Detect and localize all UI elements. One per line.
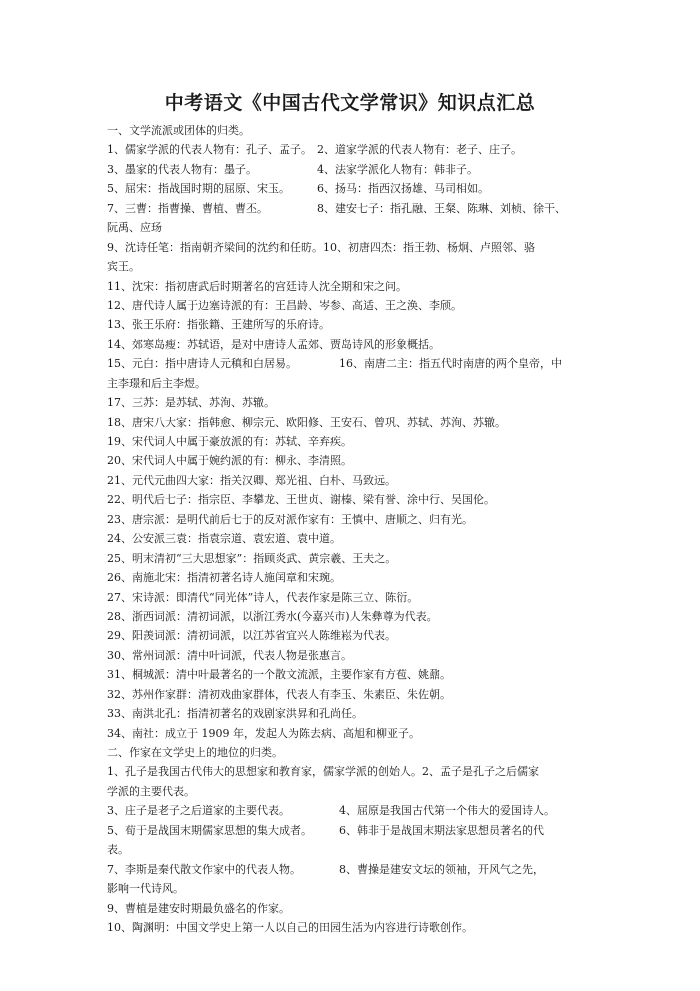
line-text: 表。 xyxy=(107,843,129,857)
text-line xyxy=(107,432,607,451)
line-text: 29、阳羡词派：清初词派，以江苏省宜兴人陈维崧为代表。 xyxy=(107,629,396,643)
text-line xyxy=(107,743,607,762)
text-line xyxy=(107,393,607,412)
text-line xyxy=(107,724,607,743)
line-text: 18、唐宋八大家：指韩愈、柳宗元、欧阳修、王安石、曾巩、苏轼、苏洵、苏辙。 xyxy=(107,415,506,429)
text-line xyxy=(107,646,607,665)
line-text: 7、三曹：指曹操、曹植、曹丕。 xyxy=(107,201,268,215)
text-line xyxy=(107,179,607,198)
text-line xyxy=(107,840,607,859)
line-text: 34、南社：成立于 1909 年，发起人为陈去病、高旭和柳亚子。 xyxy=(107,726,420,740)
text-line xyxy=(107,490,607,509)
line-text: 1、儒家学派的代表人物有：孔子、孟子。 xyxy=(107,143,312,157)
text-line xyxy=(107,296,607,315)
line-text: 22、明代后七子：指宗臣、李攀龙、王世贞、谢榛、梁有誉、涂中行、吴国伦。 xyxy=(107,493,495,507)
text-line xyxy=(107,821,607,840)
text-line xyxy=(107,451,607,470)
line-text-right: 8、曹操是建安文坛的领袖，开风气之先， xyxy=(339,862,544,876)
text-line xyxy=(107,918,607,937)
line-text: 33、南洪北孔：指清初著名的戏剧家洪昇和孔尚任。 xyxy=(107,707,363,721)
line-text: 28、浙西词派：清初词派，以浙江秀水(今嘉兴市)人朱彝尊为代表。 xyxy=(107,609,438,623)
text-line xyxy=(107,801,607,820)
text-line xyxy=(107,879,607,898)
line-text: 19、宋代词人中属于豪放派的有：苏轼、辛弃疾。 xyxy=(107,435,352,448)
line-text: 15、元白：指中唐诗人元稹和白居易。 xyxy=(107,357,297,371)
text-line xyxy=(107,140,607,159)
line-text: 27、宋诗派：即清代“同光体”诗人，代表作家是陈三立、陈衍。 xyxy=(107,590,419,604)
text-line xyxy=(107,762,607,781)
text-line xyxy=(107,665,607,684)
line-text: 20、宋代词人中属于婉约派的有：柳永、李清照。 xyxy=(107,454,352,468)
line-text: 1、孔子是我国古代伟大的思想家和教育家，儒家学派的创始人。2、孟子是孔子之后儒家 xyxy=(107,765,539,779)
line-text: 9、曹植是建安时期最负盛名的作家。 xyxy=(107,901,290,915)
line-text: 12、唐代诗人属于边塞诗派的有：王昌龄、岑参、高适、王之涣、李颀。 xyxy=(107,298,462,312)
text-line xyxy=(107,238,607,257)
line-text: 3、墨家的代表人物有：墨子。 xyxy=(107,162,257,176)
text-line xyxy=(107,121,607,140)
text-line xyxy=(107,335,607,354)
text-line xyxy=(107,549,607,568)
line-text-right: 2、道家学派的代表人物有：老子、庄子。 xyxy=(317,143,522,157)
line-text-right: 6、扬马：指西汉扬雄、马司相如。 xyxy=(317,182,489,196)
line-text-right: 4、法家学派化人物有：韩非子。 xyxy=(317,162,478,176)
line-text-right: 8、建安七子：指孔融、王粲、陈琳、刘桢、徐干、 xyxy=(317,201,566,215)
text-line xyxy=(107,899,607,918)
line-text: 23、唐宗派：是明代前后七于的反对派作家有：王慎中、唐顺之、归有光。 xyxy=(107,512,473,526)
text-line xyxy=(107,626,607,645)
text-line xyxy=(107,199,607,218)
line-text: 13、张王乐府：指张籍、王建所写的乐府诗。 xyxy=(107,318,330,332)
line-text: 3、庄子是老子之后道家的主要代表。 xyxy=(107,804,290,818)
line-text: 24、公安派三袁：指袁宗道、袁宏道、袁中道。 xyxy=(107,532,341,546)
text-line xyxy=(107,685,607,704)
text-line xyxy=(107,374,607,393)
text-line xyxy=(107,568,607,587)
line-text-right: 6、韩非于是战国末期法家思想员著名的代 xyxy=(339,823,544,837)
line-text: 17、三苏：是苏轼、苏洵、苏辙。 xyxy=(107,396,275,410)
line-text: 二、作家在文学史上的地位的归类。 xyxy=(107,746,283,759)
line-text: 30、常州词派：清中叶词派，代表人物是张惠言。 xyxy=(107,648,352,662)
line-text: 14、郊寒岛瘦：苏轼语，是对中唐诗人孟郊、贾岛诗风的形象概括。 xyxy=(107,337,440,351)
text-line xyxy=(107,315,607,334)
text-line xyxy=(107,218,607,237)
document-title: 中考语文《中国古代文学常识》知识点汇总 xyxy=(164,92,536,114)
line-text: 21、元代元曲四大家：指关汉卿、郑光祖、白朴、马致远。 xyxy=(107,473,396,487)
line-text: 9、沈诗任笔：指南朝齐梁间的沈约和任昉。10、初唐四杰：指王勃、杨炯、卢照邻、骆 xyxy=(107,240,535,254)
text-line xyxy=(107,588,607,607)
text-line xyxy=(107,529,607,548)
text-line xyxy=(107,277,607,296)
document-body xyxy=(107,121,607,937)
text-line xyxy=(107,510,607,529)
line-text: 宾王。 xyxy=(107,260,140,274)
text-line xyxy=(107,354,607,373)
line-text: 25、明末清初“三大思想家”：指顾炎武、黄宗羲、王夫之。 xyxy=(107,551,397,565)
text-line xyxy=(107,257,607,276)
text-line xyxy=(107,860,607,879)
line-text: 学派的主要代表。 xyxy=(107,784,195,798)
text-line xyxy=(107,704,607,723)
text-line xyxy=(107,607,607,626)
line-text: 7、李斯是秦代散文作家中的代表人物。 xyxy=(107,862,301,876)
line-text: 主李璟和后主李煜。 xyxy=(107,376,206,390)
line-text: 5、屈宋：指战国时期的屈原、宋玉。 xyxy=(107,182,290,196)
text-line xyxy=(107,471,607,490)
line-text-right: 16、南唐二主：指五代时南唐的两个皇帝，中 xyxy=(339,357,562,371)
line-text: 影响一代诗风。 xyxy=(107,882,184,896)
text-line xyxy=(107,160,607,179)
line-text: 31、桐城派：清中叶最著名的一个散文流派，主要作家有方苞、姚鼐。 xyxy=(107,668,451,682)
line-text: 阮禹、应玚 xyxy=(107,221,162,235)
text-line xyxy=(107,782,607,801)
line-text: 一、文学流派或团体的归类。 xyxy=(107,124,250,137)
line-text: 26、南施北宋：指清初著名诗人施闰章和宋琬。 xyxy=(107,571,341,585)
line-text: 32、苏州作家群：清初戏曲家群体，代表人有李玉、朱素臣、朱佐朝。 xyxy=(107,687,451,701)
line-text: 10、陶渊明：中国文学史上第一人以自己的田园生活为内容进行诗歌创作。 xyxy=(107,920,473,934)
line-text-right: 4、屈原是我国古代第一个伟大的爱国诗人。 xyxy=(339,804,555,818)
line-text: 11、沈宋：指初唐武后时期著名的宫廷诗人沈全期和宋之问。 xyxy=(107,279,407,293)
text-line xyxy=(107,413,607,432)
line-text: 5、荀于是战国末期儒家思想的集大成者。 xyxy=(107,823,312,837)
